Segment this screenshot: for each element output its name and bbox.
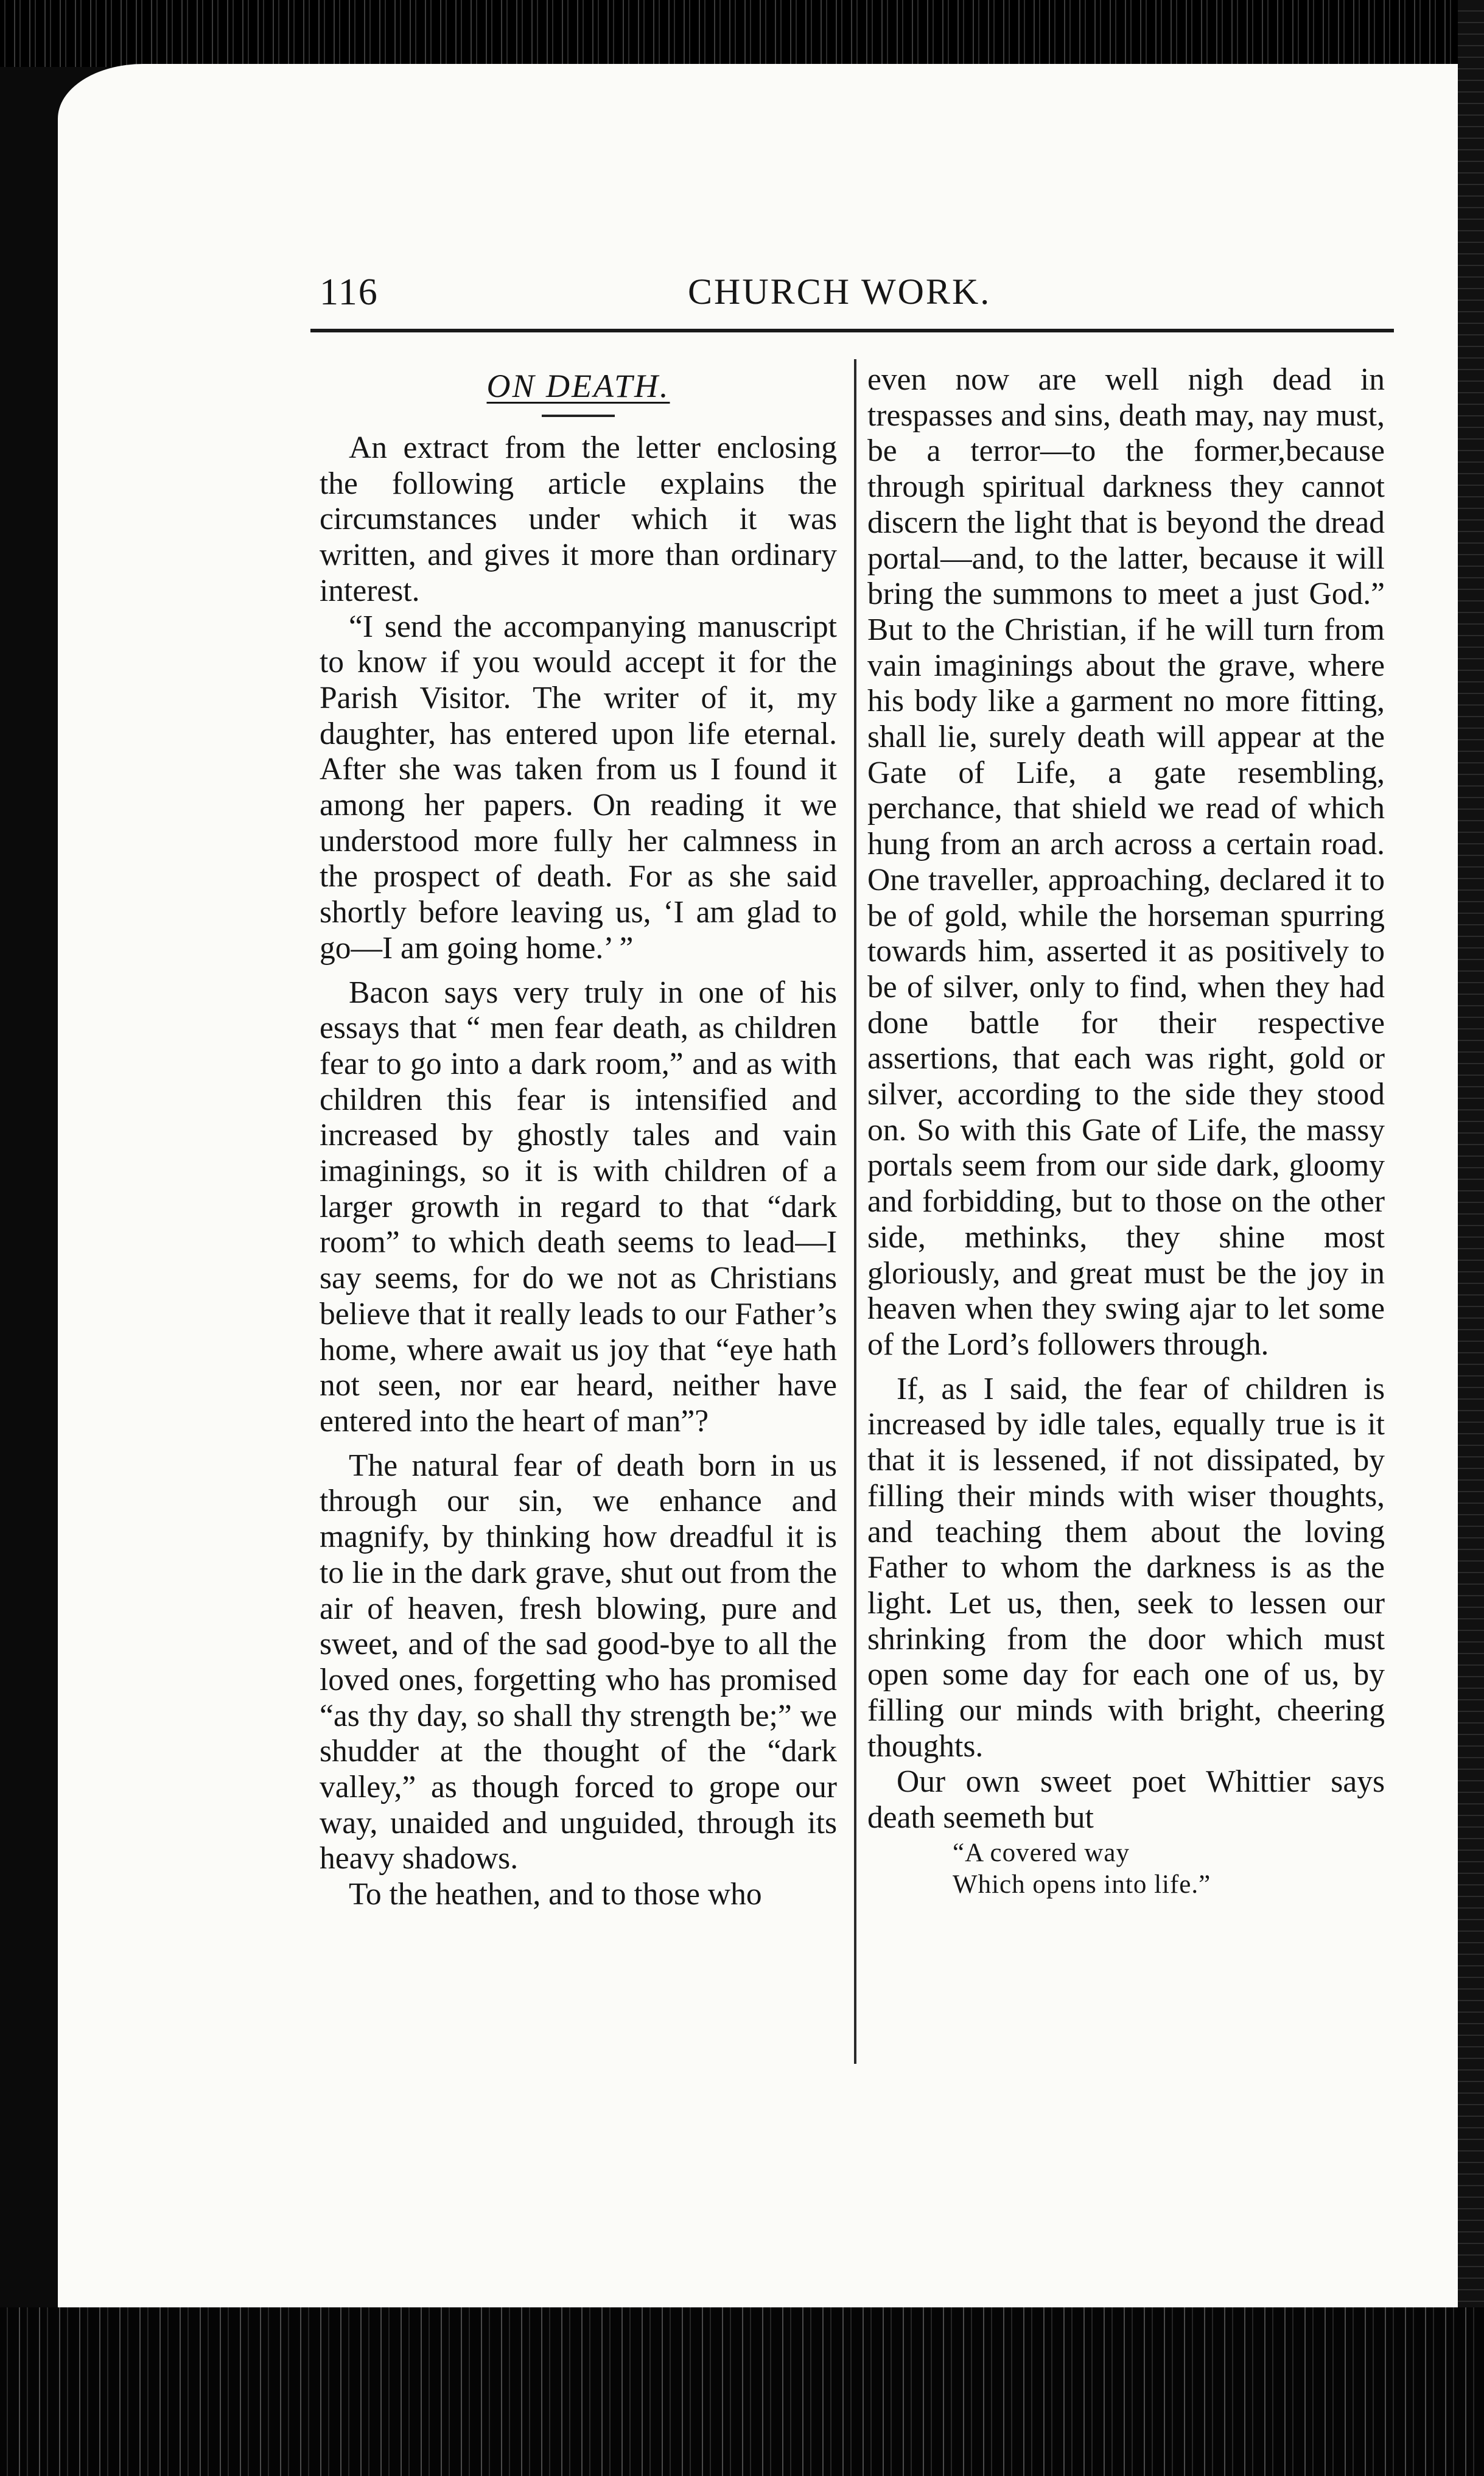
- quote-block: [953, 1837, 1385, 1901]
- paragraph: Our own sweet poet Whittier says death seemeth but: [867, 1764, 1385, 1836]
- page-header: [320, 271, 1406, 326]
- paragraph: If, as I said, the fear of children is increased by idle tales, equally true is it that it is lessened, if not dissipated, by filling their minds with wiser thoughts, and teaching them about the loving Father to whom the darkness is as the light. Let us, then, seek to lessen our shrinking from the door which must open some day for each one of us, by filling our minds with bright, cheering thoughts.: [867, 1371, 1385, 1764]
- right-column: [867, 362, 1385, 1901]
- paragraph: Bacon says very truly in one of his essays that “ men fear death, as children fear to go into a dark room,” and as with children this fear is intensified and increased by ghostly tales and vain imaginings, so it is with children of a larger growth in regard to that “dark room” to which death seems to lead—I say seems, for do we not as Christians believe that it really leads to our Father’s home, where await us joy that “eye hath not seen, nor ear heard, neither have entered into the heart of man”?: [320, 975, 837, 1439]
- column-divider: [854, 359, 856, 2064]
- running-title: CHURCH WORK.: [688, 272, 992, 312]
- scan-border-bottom: [0, 2307, 1484, 2476]
- left-column: [320, 362, 837, 1913]
- quote-line: Which opens into life.”: [953, 1870, 1211, 1899]
- paragraph: An extract from the letter enclosing the following article explains the circumstances under which it was written, and gives it more than ordinary interest.: [320, 430, 837, 608]
- scan-border-right: [1458, 0, 1484, 2476]
- quote-line: “A covered way: [953, 1838, 1130, 1867]
- header-rule: [310, 329, 1394, 332]
- scan-border-top: [0, 0, 1484, 67]
- paragraph: The natural fear of death born in us through our sin, we enhance and magnify, by thinking how dreadful it is to lie in the dark grave, shut out from the air of heaven, fresh blowing, pure and sweet, and of the sad good-bye to all the loved ones, forgetting who has promised “as thy day, so shall thy strength be;” we shudder at the thought of the “dark valley,” as though forced to grope our way, unaided and unguided, through its heavy shadows.: [320, 1448, 837, 1876]
- paragraph: To the heathen, and to those who: [349, 1877, 762, 1912]
- page-number: 116: [320, 272, 379, 313]
- article-title: ON DEATH.: [486, 368, 670, 404]
- paragraph: “I send the accompanying manuscript to know if you would accept it for the Parish Visitor. The writer of it, my daughter, has entered upon life eternal. After she was taken from us I found it among her papers. On reading it we understood more fully her calmness in the prospect of death. For as she said shortly before leaving us, ‘I am glad to go—I am going home.’ ”: [320, 609, 837, 966]
- title-rule: [542, 415, 615, 417]
- paragraph: even now are well nigh dead in trespasses and sins, death may, nay must, be a terror—to the former,because through spiritual darkness they cannot discern the light that is beyond the dread portal—and, to the latter, because it will bring the summons to meet a just God.” But to the Christian, if he will turn from vain imaginings about the grave, where his body like a garment no more fitting, shall lie, surely death will appear at the Gate of Life, a gate resembling, perchance, that shield we read of which hung from an arch across a certain road. One traveller, approaching, declared it to be of gold, while the horseman spurring towards him, asserted it as positively to be of silver, only to find, when they had done battle for their respective assertions, that each was right, gold or silver, according to the side they stood on. So with this Gate of Life, the massy portals seem from our side dark, gloomy and forbidding, but to those on the other side, methinks, they shine most gloriously, and great must be the joy in heaven when they swing ajar to let some of the Lord’s followers through.: [867, 362, 1385, 1362]
